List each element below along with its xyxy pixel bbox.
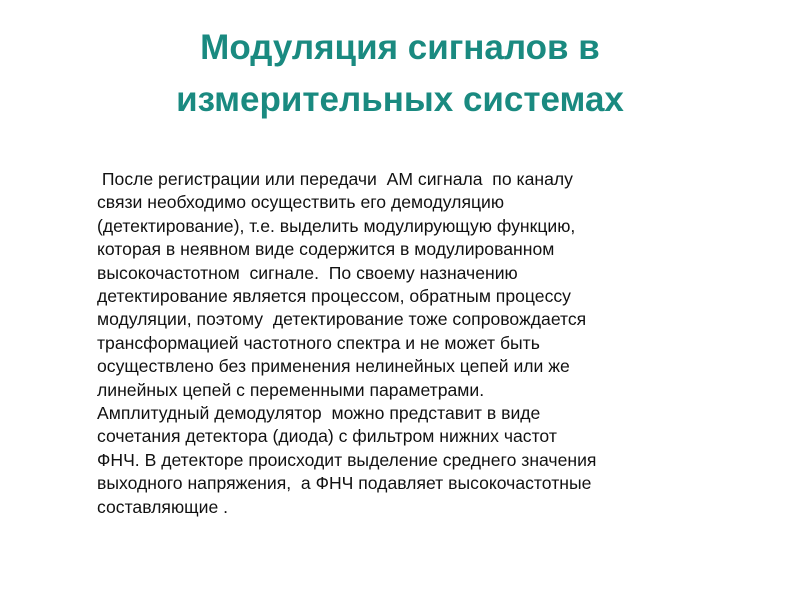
title-line: измерительных системах xyxy=(176,80,624,119)
body-line: составляющие . xyxy=(97,496,229,517)
body-line: После регистрации или передачи АМ сигнала по каналу xyxy=(97,169,573,189)
body-line: детектирование является процессом, обратным процессу xyxy=(97,286,571,307)
body-line: связи необходимо осуществить его демодуляцию xyxy=(97,192,505,213)
body-line: ФНЧ. В детекторе происходит выделение среднего значения xyxy=(97,449,597,470)
body-line: высокочастотном сигнале. По своему назначению xyxy=(97,262,518,283)
body-line: которая в неявном виде содержится в модулированном xyxy=(97,239,555,260)
body-line: модуляции, поэтому детектирование тоже сопровождается xyxy=(97,309,587,330)
body-line: линейных цепей с переменными параметрами. xyxy=(97,379,485,400)
body-line: сочетания детектора (диода) с фильтром нижних частот xyxy=(97,426,557,447)
body-line: Амплитудный демодулятор можно представит в виде xyxy=(97,403,541,424)
body-line: (детектирование), т.е. выделить модулирующую функцию, xyxy=(97,215,576,236)
body-line: трансформацией частотного спектра и не может быть xyxy=(97,332,540,353)
title-line: Модуляция сигналов в xyxy=(200,28,600,67)
body-line: выходного напряжения, а ФНЧ подавляет высокочастотные xyxy=(97,473,592,494)
body-paragraph xyxy=(97,168,747,519)
body-line: осуществлено без применения нелинейных цепей или же xyxy=(97,356,570,377)
slide-title xyxy=(60,22,740,126)
